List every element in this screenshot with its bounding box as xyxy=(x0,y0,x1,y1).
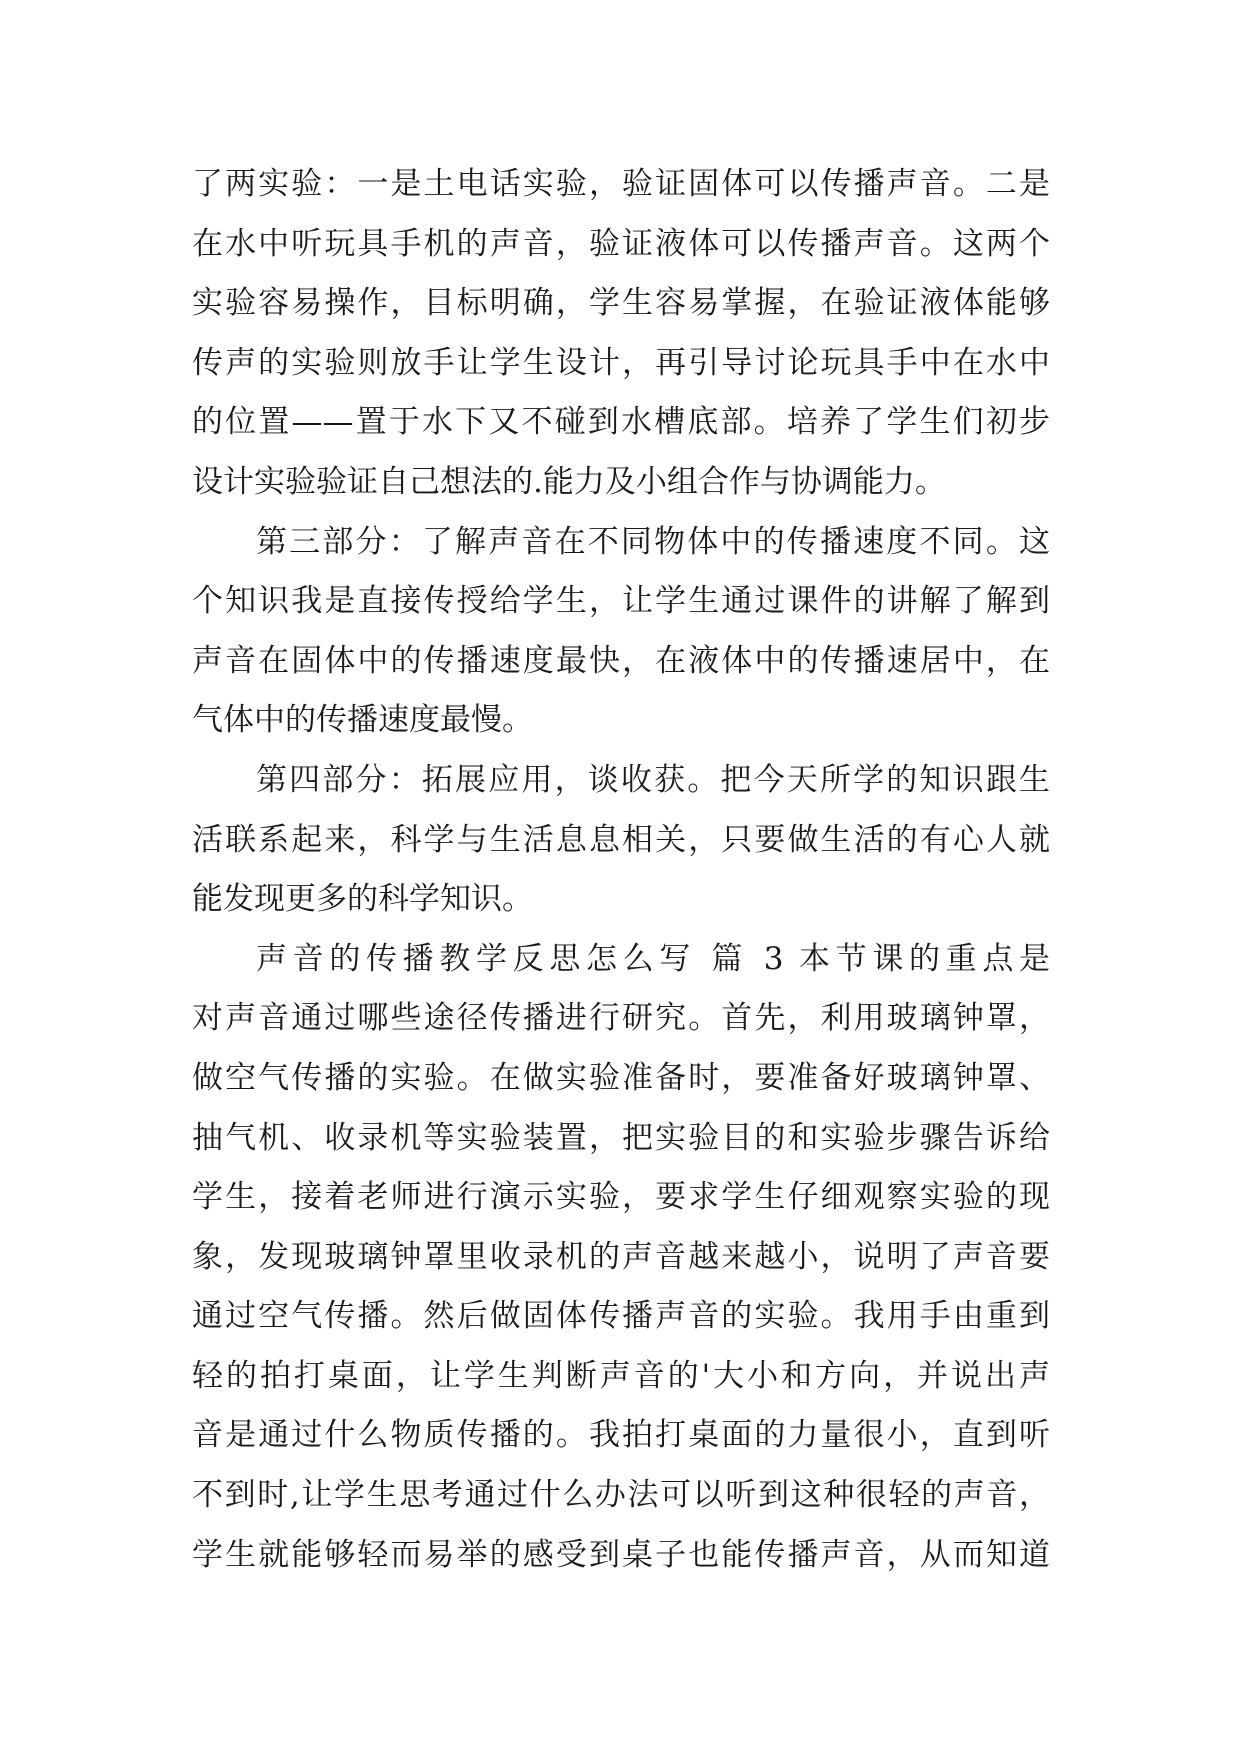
text-line: 轻的拍打桌面，让学生判断声音的'大小和方向，并说出声 xyxy=(192,1357,1050,1394)
text-line: 能发现更多的科学知识。 xyxy=(192,881,533,918)
text-line: 活联系起来，科学与生活息息相关，只要做生活的有心人就 xyxy=(192,821,1050,858)
text-line: 传声的实验则放手让学生设计，再引导讨论玩具手中在水中 xyxy=(192,344,1050,381)
text-line: 学生，接着老师进行演示实验，要求学生仔细观察实验的现 xyxy=(192,1179,1050,1216)
text-line: 学生就能够轻而易举的感受到桌子也能传播声音，从而知道 xyxy=(192,1536,1050,1573)
paragraph-start-line: 第四部分：拓展应用，谈收获。把今天所学的知识跟生 xyxy=(256,761,1050,798)
text-line: 实验容易操作，目标明确，学生容易掌握，在验证液体能够 xyxy=(192,285,1050,322)
text-line: 抽气机、收录机等实验装置，把实验目的和实验步骤告诉给 xyxy=(192,1119,1050,1156)
text-line: 在水中听玩具手机的声音，验证液体可以传播声音。这两个 xyxy=(192,225,1050,262)
text-line: 设计实验验证自己想法的.能力及小组合作与协调能力。 xyxy=(192,463,946,500)
paragraph-start-line: 第三部分：了解声音在不同物体中的传播速度不同。这 xyxy=(256,523,1050,560)
document-body xyxy=(192,155,1050,1585)
text-line: 个知识我是直接传授给学生，让学生通过课件的讲解了解到 xyxy=(192,583,1050,620)
text-line: 音是通过什么物质传播的。我拍打桌面的力量很小，直到听 xyxy=(192,1417,1050,1454)
text-line: 不到时,让学生思考通过什么办法可以听到这种很轻的声音， xyxy=(192,1477,1050,1514)
text-line: 做空气传播的实验。在做实验准备时，要准备好玻璃钟罩、 xyxy=(192,1059,1050,1096)
text-line: 声音在固体中的传播速度最快，在液体中的传播速居中，在 xyxy=(192,642,1050,679)
text-line: 象，发现玻璃钟罩里收录机的声音越来越小，说明了声音要 xyxy=(192,1238,1050,1275)
text-line: 气体中的传播速度最慢。 xyxy=(192,702,533,739)
text-line: 通过空气传播。然后做固体传播声音的实验。我用手由重到 xyxy=(192,1298,1050,1335)
text-line: 的位置——置于水下又不碰到水槽底部。培养了学生们初步 xyxy=(192,404,1050,441)
section-heading-line: 声音的传播教学反思怎么写 篇 3 本节课的重点是 xyxy=(256,940,1050,977)
text-line: 对声音通过哪些途径传播进行研究。首先，利用玻璃钟罩， xyxy=(192,1000,1050,1037)
text-line: 了两实验：一是土电话实验，验证固体可以传播声音。二是 xyxy=(192,166,1050,202)
